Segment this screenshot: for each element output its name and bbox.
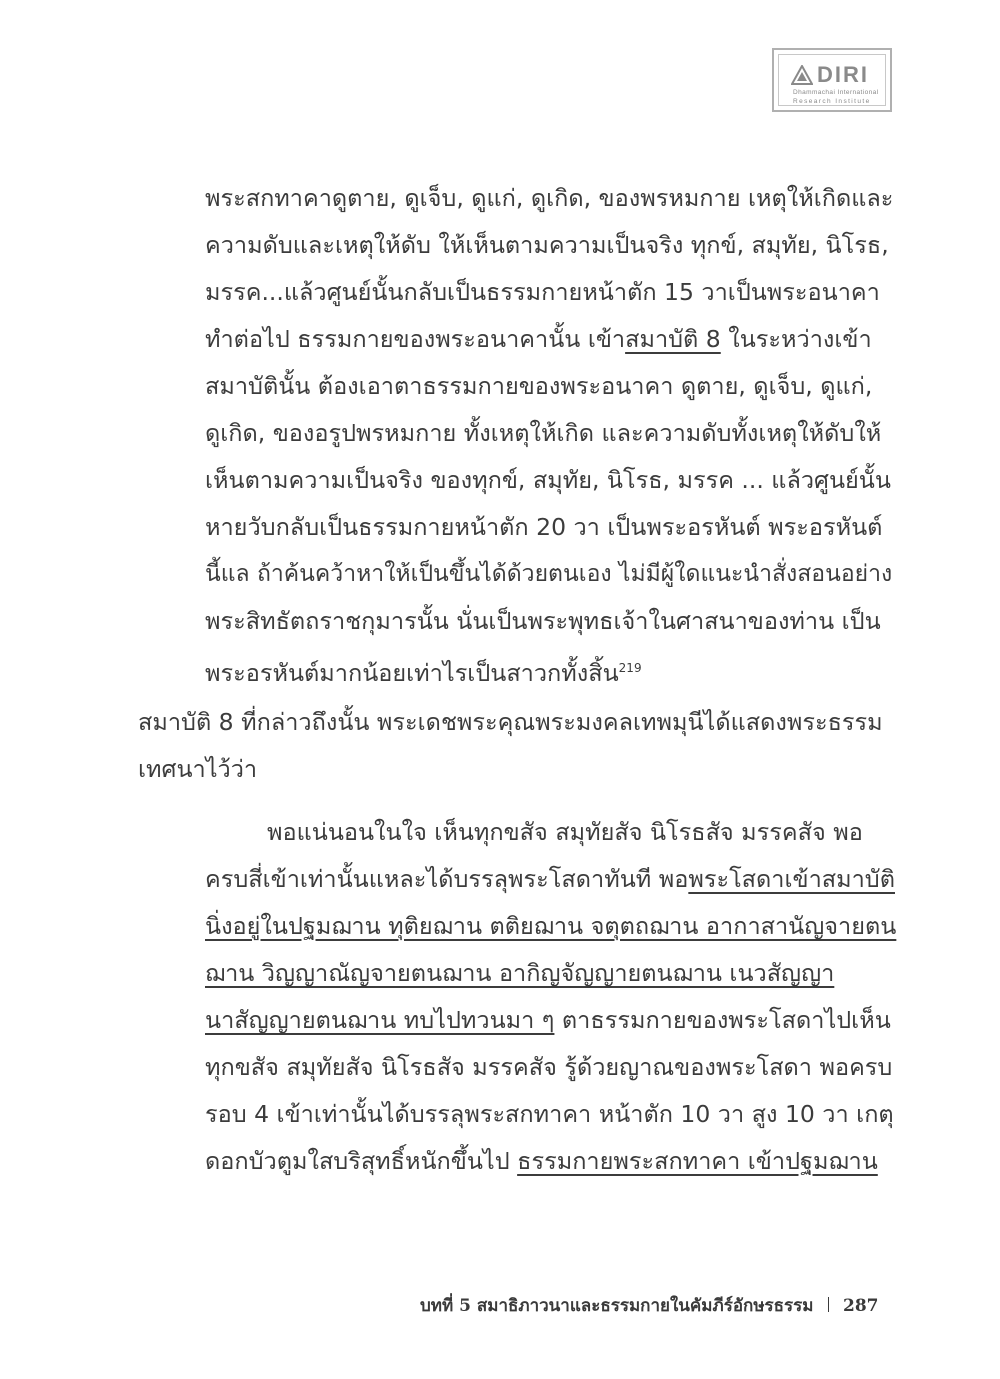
text-line: สมาบัติ 8 ที่กล่าวถึงนั้น พระเดชพระคุณพระมงคลเทพมุนีได้แสดงพระธรรม [138, 708, 883, 736]
chapter-title: บทที่ 5 สมาธิภาวนาและธรรมกายในคัมภีร์อักษรธรรม [420, 1296, 814, 1316]
text-line [205, 1005, 891, 1035]
text-line: หายวับกลับเป็นธรรมกายหน้าตัก 20 วา เป็นพระอรหันต์ พระอรหันต์ [205, 513, 883, 541]
underlined-line: ฌาน วิญญาณัญจายตนฌาน อากิญจัญญายตนฌาน เนวสัญญา [205, 959, 835, 987]
footer-divider [828, 1297, 830, 1312]
page-number: 287 [843, 1296, 879, 1316]
text-line: พระสิทธัตถราชกุมารนั้น นั่นเป็นพระพุทธเจ้าในศาสนาของท่าน เป็น [205, 607, 881, 635]
text-line [205, 324, 872, 354]
triangle-logo-icon [791, 65, 813, 85]
text-line [205, 1146, 878, 1176]
text-line: นี้แล ถ้าค้นคว้าหาให้เป็นขึ้นได้ด้วยตนเอง ไม่มีผู้ใดแนะนำสั่งสอนอย่าง [205, 561, 893, 587]
page-footer [420, 1292, 900, 1319]
diri-logo [772, 48, 892, 112]
logo-line2: Research Institute [793, 98, 871, 105]
text-line: ความดับและเหตุให้ดับ ให้เห็นตามความเป็นจริง ทุกข์, สมุทัย, นิโรธ, [205, 231, 889, 259]
text-line: เทศนาไว้ว่า [138, 755, 258, 783]
text-line: เห็นตามความเป็นจริง ของทุกข์, สมุทัย, นิโรธ, มรรค ... แล้วศูนย์นั้น [205, 466, 891, 494]
footnote-marker: 219 [618, 661, 642, 675]
text-line: ทุกขสัจ สมุทัยสัจ นิโรธสัจ มรรคสัจ รู้ด้วยญาณของพระโสดา พอครบ [205, 1053, 893, 1081]
text-line: สมาบัตินั้น ต้องเอาตาธรรมกายของพระอนาคา ดูตาย, ดูเจ็บ, ดูแก่, [205, 372, 873, 400]
text-segment: พระอรหันต์มากน้อยเท่าไรเป็นสาวกทั้งสิ้น [205, 658, 619, 687]
text-line [205, 864, 895, 894]
logo-name: DIRI [817, 62, 869, 87]
logo-frame [778, 54, 886, 106]
text-line: ดูเกิด, ของอรูปพรหมกาย ทั้งเหตุให้เกิด และความดับทั้งเหตุให้ดับให้ [205, 419, 882, 447]
text-segment: ดอกบัวตูมใสบริสุทธิ์หนักขึ้นไป [205, 1147, 518, 1175]
logo-line1: Dhammachai International [793, 89, 879, 96]
underlined-text: นาสัญญายตนฌาน ทบไปทวนมา ๆ [205, 1006, 555, 1034]
text-line: พระสกทาคาดูตาย, ดูเจ็บ, ดูแก่, ดูเกิด, ของพรหมกาย เหตุให้เกิดและ [205, 184, 894, 212]
text-segment: ในระหว่างเข้า [720, 325, 872, 353]
text-line: พอแน่นอนในใจ เห็นทุกขสัจ สมุทัยสัจ นิโรธสัจ มรรคสัจ พอ [267, 818, 863, 846]
text-segment: ครบสี่เข้าเท่านั้นแหละได้บรรลุพระโสดาทันที พอ [205, 865, 689, 893]
text-line: มรรค...แล้วศูนย์นั้นกลับเป็นธรรมกายหน้าตัก 15 วาเป็นพระอนาคา [205, 278, 880, 306]
text-segment: ทำต่อไป ธรรมกายของพระอนาคานั้น เข้า [205, 325, 626, 353]
underlined-text: พระโสดาเข้าสมาบัติ [688, 865, 895, 893]
text-line [205, 653, 642, 688]
underlined-term: สมาบัติ 8 [625, 325, 721, 353]
text-line: รอบ 4 เข้าเท่านั้นได้บรรลุพระสกทาคา หน้าตัก 10 วา สูง 10 วา เกตุ [205, 1100, 894, 1128]
underlined-text: ธรรมกายพระสกทาคา เข้าปฐมฌาน [517, 1147, 878, 1175]
underlined-line: นิ่งอยู่ในปฐมฌาน ทุติยฌาน ตติยฌาน จตุตถฌาน อากาสานัญจายตน [205, 912, 897, 940]
text-segment: ตาธรรมกายของพระโสดาไปเห็น [554, 1006, 891, 1034]
